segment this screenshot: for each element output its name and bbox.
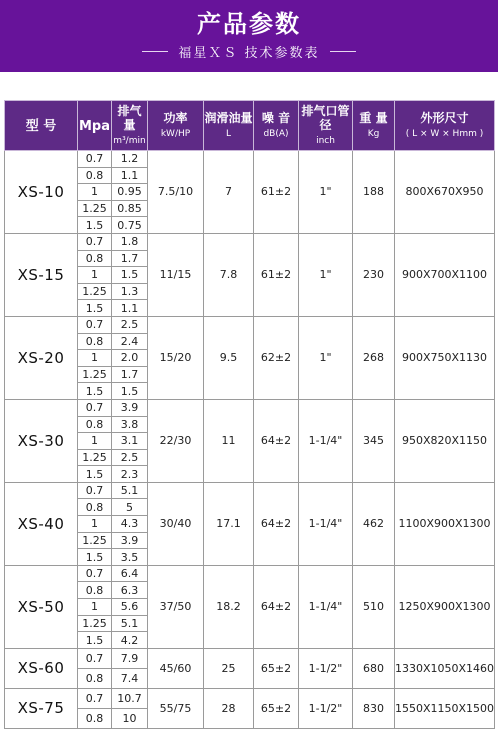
title-banner — [0, 0, 498, 72]
table-row — [5, 482, 495, 499]
cell-mpa: 0.8 — [78, 499, 112, 516]
cell-exhaust: 1.5 — [112, 267, 148, 284]
cell-noise: 61±2 — [254, 151, 299, 234]
cell-exhaust: 6.4 — [112, 565, 148, 582]
cell-exhaust: 1.8 — [112, 233, 148, 250]
cell-mpa: 1.5 — [78, 549, 112, 566]
header-dimensions: 外形尺寸 ( L × W × Hmm ) — [395, 101, 495, 151]
cell-mpa: 1.5 — [78, 383, 112, 400]
header-pipe: 排气口管径 inch — [299, 101, 353, 151]
cell-oil: 18.2 — [204, 565, 254, 648]
page-subtitle — [0, 42, 498, 61]
cell-mpa: 0.7 — [78, 565, 112, 582]
cell-mpa: 0.8 — [78, 582, 112, 599]
cell-mpa: 1.5 — [78, 217, 112, 234]
cell-exhaust: 3.9 — [112, 399, 148, 416]
cell-oil: 9.5 — [204, 316, 254, 399]
cell-weight: 510 — [353, 565, 395, 648]
cell-dimensions: 1250X900X1300 — [395, 565, 495, 648]
cell-dimensions: 900X750X1130 — [395, 316, 495, 399]
cell-power: 37/50 — [148, 565, 204, 648]
cell-model: XS-30 — [5, 399, 78, 482]
cell-mpa: 1 — [78, 599, 112, 616]
spec-table-body — [5, 151, 495, 729]
cell-mpa: 0.8 — [78, 167, 112, 184]
cell-mpa: 0.8 — [78, 333, 112, 350]
header-weight: 重 量 Kg — [353, 101, 395, 151]
cell-weight: 462 — [353, 482, 395, 565]
header-power: 功率 kW/HP — [148, 101, 204, 151]
cell-pipe: 1-1/4" — [299, 399, 353, 482]
cell-oil: 7 — [204, 151, 254, 234]
cell-weight: 268 — [353, 316, 395, 399]
header-exhaust: 排气量 m³/min — [112, 101, 148, 151]
table-row — [5, 648, 495, 668]
cell-model: XS-10 — [5, 151, 78, 234]
cell-noise: 64±2 — [254, 399, 299, 482]
cell-mpa: 0.7 — [78, 151, 112, 168]
cell-oil: 17.1 — [204, 482, 254, 565]
cell-exhaust: 1.1 — [112, 167, 148, 184]
cell-oil: 7.8 — [204, 233, 254, 316]
cell-model: XS-40 — [5, 482, 78, 565]
subtitle-text: 福星ＸＳ 技术参数表 — [178, 46, 320, 61]
cell-oil: 25 — [204, 648, 254, 688]
subtitle-right-dash — [330, 51, 356, 52]
cell-exhaust: 4.3 — [112, 516, 148, 533]
cell-noise: 64±2 — [254, 565, 299, 648]
cell-noise: 61±2 — [254, 233, 299, 316]
cell-exhaust: 1.1 — [112, 300, 148, 317]
cell-mpa: 1 — [78, 184, 112, 201]
spec-table — [4, 100, 495, 729]
cell-model: XS-75 — [5, 688, 78, 728]
cell-exhaust: 5.6 — [112, 599, 148, 616]
cell-power: 15/20 — [148, 316, 204, 399]
cell-mpa: 0.7 — [78, 233, 112, 250]
cell-dimensions: 950X820X1150 — [395, 399, 495, 482]
cell-exhaust: 7.9 — [112, 648, 148, 668]
cell-mpa: 1.25 — [78, 283, 112, 300]
header-model: 型 号 — [5, 101, 78, 151]
header-noise: 噪 音 dB(A) — [254, 101, 299, 151]
cell-mpa: 0.7 — [78, 648, 112, 668]
cell-mpa: 1 — [78, 433, 112, 450]
cell-pipe: 1" — [299, 233, 353, 316]
cell-power: 45/60 — [148, 648, 204, 688]
header-row — [5, 101, 495, 151]
cell-dimensions: 900X700X1100 — [395, 233, 495, 316]
cell-exhaust: 1.7 — [112, 250, 148, 267]
cell-dimensions: 1550X1150X1500 — [395, 688, 495, 728]
cell-oil: 28 — [204, 688, 254, 728]
cell-oil: 11 — [204, 399, 254, 482]
cell-model: XS-15 — [5, 233, 78, 316]
cell-model: XS-60 — [5, 648, 78, 688]
cell-mpa: 1.25 — [78, 615, 112, 632]
cell-mpa: 0.8 — [78, 668, 112, 688]
cell-exhaust: 2.0 — [112, 350, 148, 367]
cell-power: 11/15 — [148, 233, 204, 316]
cell-power: 22/30 — [148, 399, 204, 482]
cell-power: 55/75 — [148, 688, 204, 728]
cell-exhaust: 5 — [112, 499, 148, 516]
page-title: 产品参数 — [197, 10, 301, 38]
cell-weight: 230 — [353, 233, 395, 316]
cell-weight: 345 — [353, 399, 395, 482]
cell-mpa: 1.25 — [78, 200, 112, 217]
cell-noise: 64±2 — [254, 482, 299, 565]
cell-exhaust: 1.3 — [112, 283, 148, 300]
cell-mpa: 0.7 — [78, 316, 112, 333]
cell-exhaust: 10 — [112, 708, 148, 728]
cell-pipe: 1-1/4" — [299, 482, 353, 565]
cell-noise: 65±2 — [254, 648, 299, 688]
cell-exhaust: 0.95 — [112, 184, 148, 201]
cell-exhaust: 2.4 — [112, 333, 148, 350]
cell-mpa: 1 — [78, 350, 112, 367]
cell-mpa: 1.25 — [78, 449, 112, 466]
cell-mpa: 0.7 — [78, 399, 112, 416]
cell-mpa: 1.5 — [78, 632, 112, 649]
cell-model: XS-20 — [5, 316, 78, 399]
cell-exhaust: 1.7 — [112, 366, 148, 383]
table-row — [5, 399, 495, 416]
cell-model: XS-50 — [5, 565, 78, 648]
cell-power: 7.5/10 — [148, 151, 204, 234]
table-row — [5, 316, 495, 333]
table-row — [5, 688, 495, 708]
cell-mpa: 1.5 — [78, 466, 112, 483]
header-oil: 润滑油量 L — [204, 101, 254, 151]
table-row — [5, 151, 495, 168]
cell-dimensions: 1100X900X1300 — [395, 482, 495, 565]
cell-exhaust: 2.5 — [112, 316, 148, 333]
cell-mpa: 1.25 — [78, 366, 112, 383]
cell-pipe: 1-1/4" — [299, 565, 353, 648]
cell-pipe: 1" — [299, 316, 353, 399]
cell-noise: 65±2 — [254, 688, 299, 728]
cell-power: 30/40 — [148, 482, 204, 565]
table-row — [5, 233, 495, 250]
cell-exhaust: 10.7 — [112, 688, 148, 708]
cell-exhaust: 7.4 — [112, 668, 148, 688]
cell-exhaust: 2.3 — [112, 466, 148, 483]
cell-exhaust: 3.8 — [112, 416, 148, 433]
cell-pipe: 1-1/2" — [299, 648, 353, 688]
cell-weight: 830 — [353, 688, 395, 728]
cell-mpa: 1.5 — [78, 300, 112, 317]
cell-exhaust: 6.3 — [112, 582, 148, 599]
cell-exhaust: 5.1 — [112, 482, 148, 499]
cell-mpa: 0.8 — [78, 708, 112, 728]
cell-mpa: 1.25 — [78, 532, 112, 549]
cell-exhaust: 2.5 — [112, 449, 148, 466]
table-row — [5, 565, 495, 582]
cell-exhaust: 4.2 — [112, 632, 148, 649]
cell-exhaust: 0.75 — [112, 217, 148, 234]
cell-mpa: 1 — [78, 267, 112, 284]
cell-exhaust: 5.1 — [112, 615, 148, 632]
cell-noise: 62±2 — [254, 316, 299, 399]
cell-pipe: 1-1/2" — [299, 688, 353, 728]
subtitle-left-dash — [142, 51, 168, 52]
cell-exhaust: 3.1 — [112, 433, 148, 450]
header-mpa: Mpa — [78, 101, 112, 151]
cell-mpa: 0.7 — [78, 482, 112, 499]
cell-weight: 188 — [353, 151, 395, 234]
cell-weight: 680 — [353, 648, 395, 688]
cell-mpa: 1 — [78, 516, 112, 533]
cell-mpa: 0.7 — [78, 688, 112, 708]
cell-exhaust: 1.5 — [112, 383, 148, 400]
cell-pipe: 1" — [299, 151, 353, 234]
cell-exhaust: 1.2 — [112, 151, 148, 168]
cell-mpa: 0.8 — [78, 416, 112, 433]
cell-mpa: 0.8 — [78, 250, 112, 267]
cell-dimensions: 800X670X950 — [395, 151, 495, 234]
cell-exhaust: 3.9 — [112, 532, 148, 549]
cell-exhaust: 0.85 — [112, 200, 148, 217]
cell-dimensions: 1330X1050X1460 — [395, 648, 495, 688]
cell-exhaust: 3.5 — [112, 549, 148, 566]
